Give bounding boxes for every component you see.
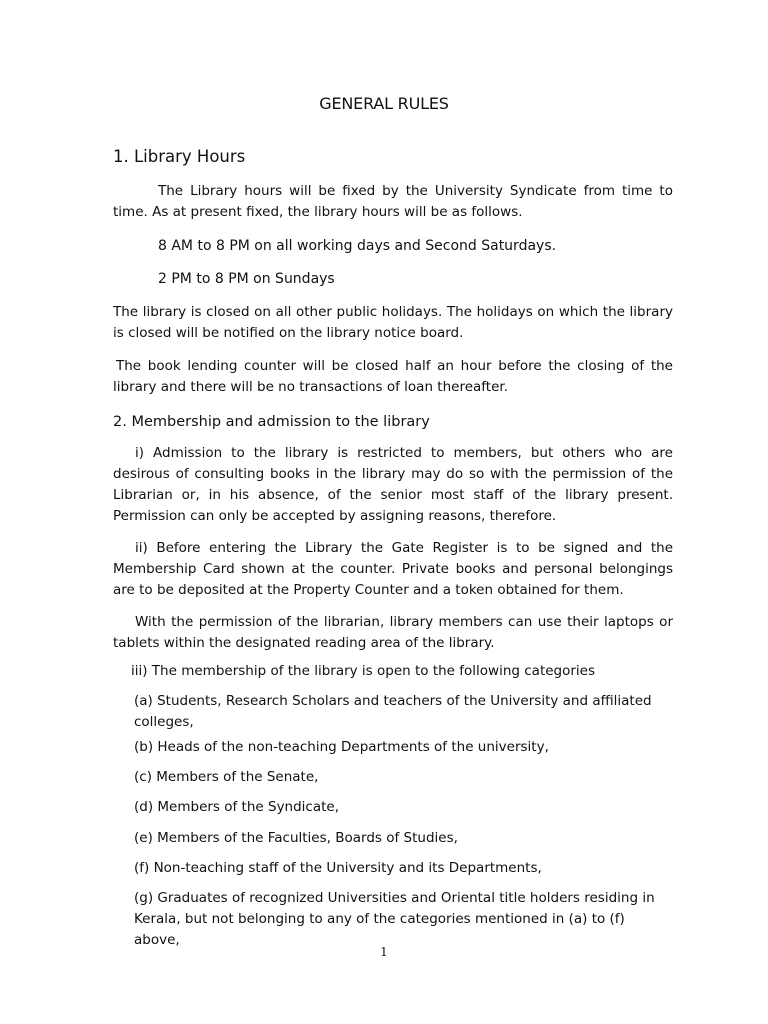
hours-sundays: 2 PM to 8 PM on Sundays xyxy=(158,271,335,287)
category-item-a: (a) Students, Research Scholars and teachers of the University and affiliated colleges, xyxy=(134,693,652,730)
section-heading-membership: 2. Membership and admission to the library xyxy=(113,414,430,430)
library-hours-intro: The Library hours will be fixed by the University Syndicate from time to time. As at present fixed, the library hours will be as follows. xyxy=(113,183,673,220)
category-item-g: (g) Graduates of recognized Universities and Oriental title holders residing in Kerala, but not belonging to any of the categories mentioned in (a) to (f) above, xyxy=(134,890,655,948)
category-item-c: (c) Members of the Senate, xyxy=(134,769,319,785)
category-item-d: (d) Members of the Syndicate, xyxy=(134,799,340,815)
admission-rule-i: i) Admission to the library is restricted to members, but others who are desirous of consulting books in the library may do so with the permission of the Librarian or, in his absence, of the senior most staff of the library present. Permission can only be accepted by assigning reasons, therefore. xyxy=(113,445,673,524)
laptops-paragraph: With the permission of the librarian, library members can use their laptops or tablets within the designated reading area of the library. xyxy=(113,614,673,651)
membership-categories-intro: iii) The membership of the library is open to the following categories xyxy=(131,663,596,679)
hours-weekdays: 8 AM to 8 PM on all working days and Second Saturdays. xyxy=(158,238,557,254)
page-number: 1 xyxy=(380,945,388,959)
holidays-paragraph: The library is closed on all other public holidays. The holidays on which the library is closed will be notified on the library notice board. xyxy=(113,304,673,341)
gate-register-rule-ii: ii) Before entering the Library the Gate Register is to be signed and the Membership Card shown at the counter. Private books and personal belongings are to be deposited at the Property Counter and a token obtained for them. xyxy=(113,540,673,598)
category-item-f: (f) Non-teaching staff of the University and its Departments, xyxy=(134,860,542,876)
category-item-b: (b) Heads of the non-teaching Departments of the university, xyxy=(134,739,549,755)
page-title: GENERAL RULES xyxy=(319,94,449,113)
lending-counter-paragraph: The book lending counter will be closed half an hour before the closing of the library and there will be no transactions of loan thereafter. xyxy=(113,358,673,395)
category-item-e: (e) Members of the Faculties, Boards of Studies, xyxy=(134,830,458,846)
section-heading-library-hours: 1. Library Hours xyxy=(113,147,246,166)
